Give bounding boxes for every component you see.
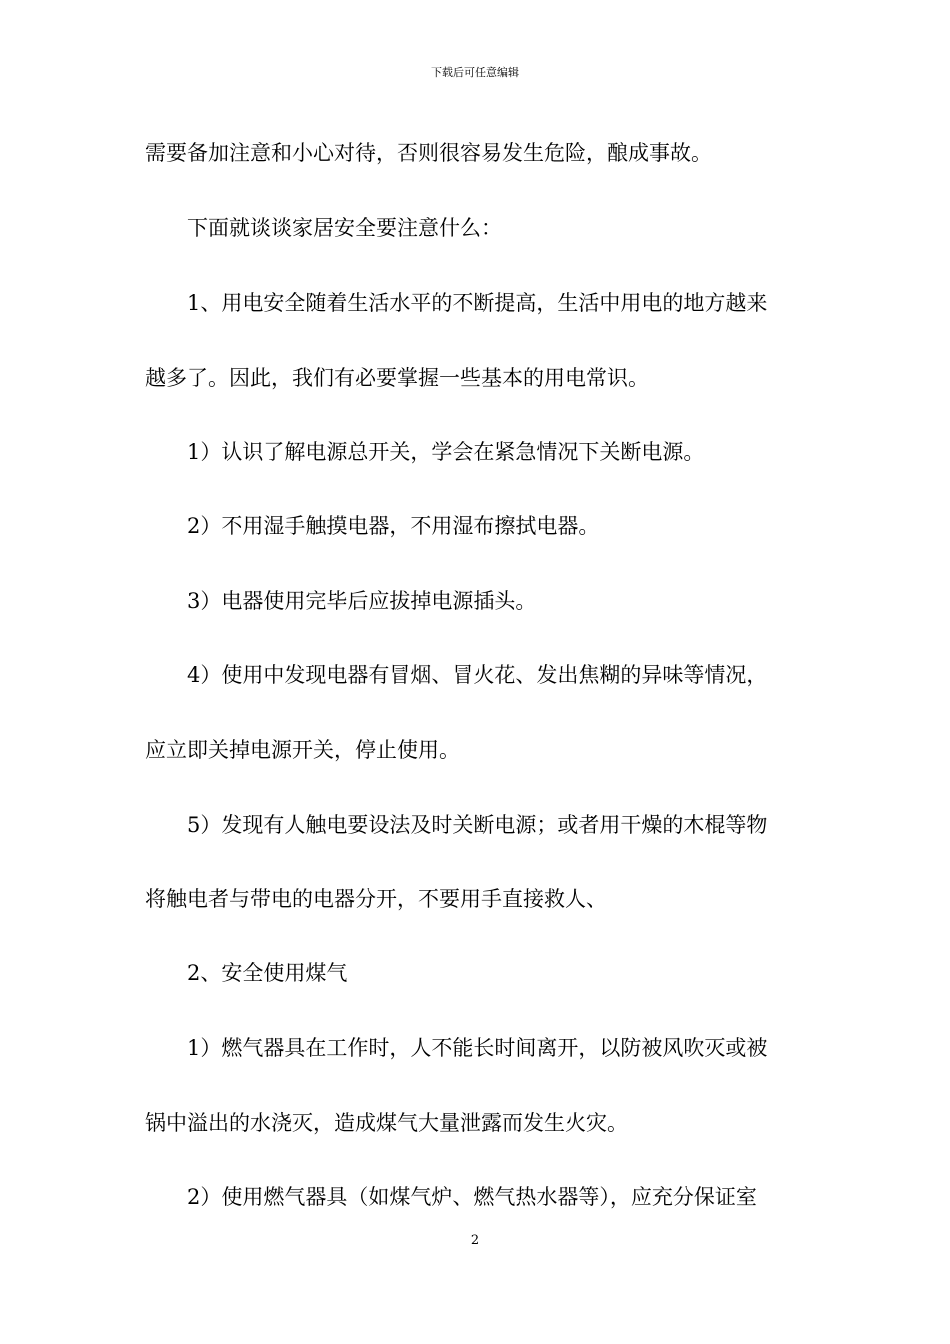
text-line-6: 2）不用湿手触摸电器，不用湿布擦拭电器。 xyxy=(187,514,600,538)
text-line-14: 锅中溢出的水浇灭，造成煤气大量泄露而发生火灾。 xyxy=(145,1111,628,1135)
text-line-7: 3）电器使用完毕后应拔掉电源插头。 xyxy=(187,589,537,613)
text-line-2: 下面就谈谈家居安全要注意什么： xyxy=(187,216,502,240)
text-line-11: 将触电者与带电的电器分开，不要用手直接救人、 xyxy=(145,887,607,911)
text-line-13: 1）燃气器具在工作时，人不能长时间离开，以防被风吹灭或被 xyxy=(187,1036,768,1060)
text-line-1: 需要备加注意和小心对待，否则很容易发生危险，酿成事故。 xyxy=(145,141,712,165)
page-number: 2 xyxy=(470,1233,480,1248)
text-line-12: 2、安全使用煤气 xyxy=(187,961,348,985)
text-line-8: 4）使用中发现电器有冒烟、冒火花、发出焦糊的异味等情况， xyxy=(187,663,768,687)
text-line-10: 5）发现有人触电要设法及时关断电源；或者用干燥的木棍等物 xyxy=(187,813,768,837)
text-line-9: 应立即关掉电源开关，停止使用。 xyxy=(145,738,460,762)
text-line-3: 1、用电安全随着生活水平的不断提高，生活中用电的地方越来 xyxy=(187,291,768,315)
text-line-5: 1）认识了解电源总开关，学会在紧急情况下关断电源。 xyxy=(187,440,705,464)
page-header: 下载后可任意编辑 xyxy=(431,66,519,79)
text-line-4: 越多了。因此，我们有必要掌握一些基本的用电常识。 xyxy=(145,366,649,390)
text-line-15: 2）使用燃气器具（如煤气炉、燃气热水器等），应充分保证室 xyxy=(187,1185,757,1209)
